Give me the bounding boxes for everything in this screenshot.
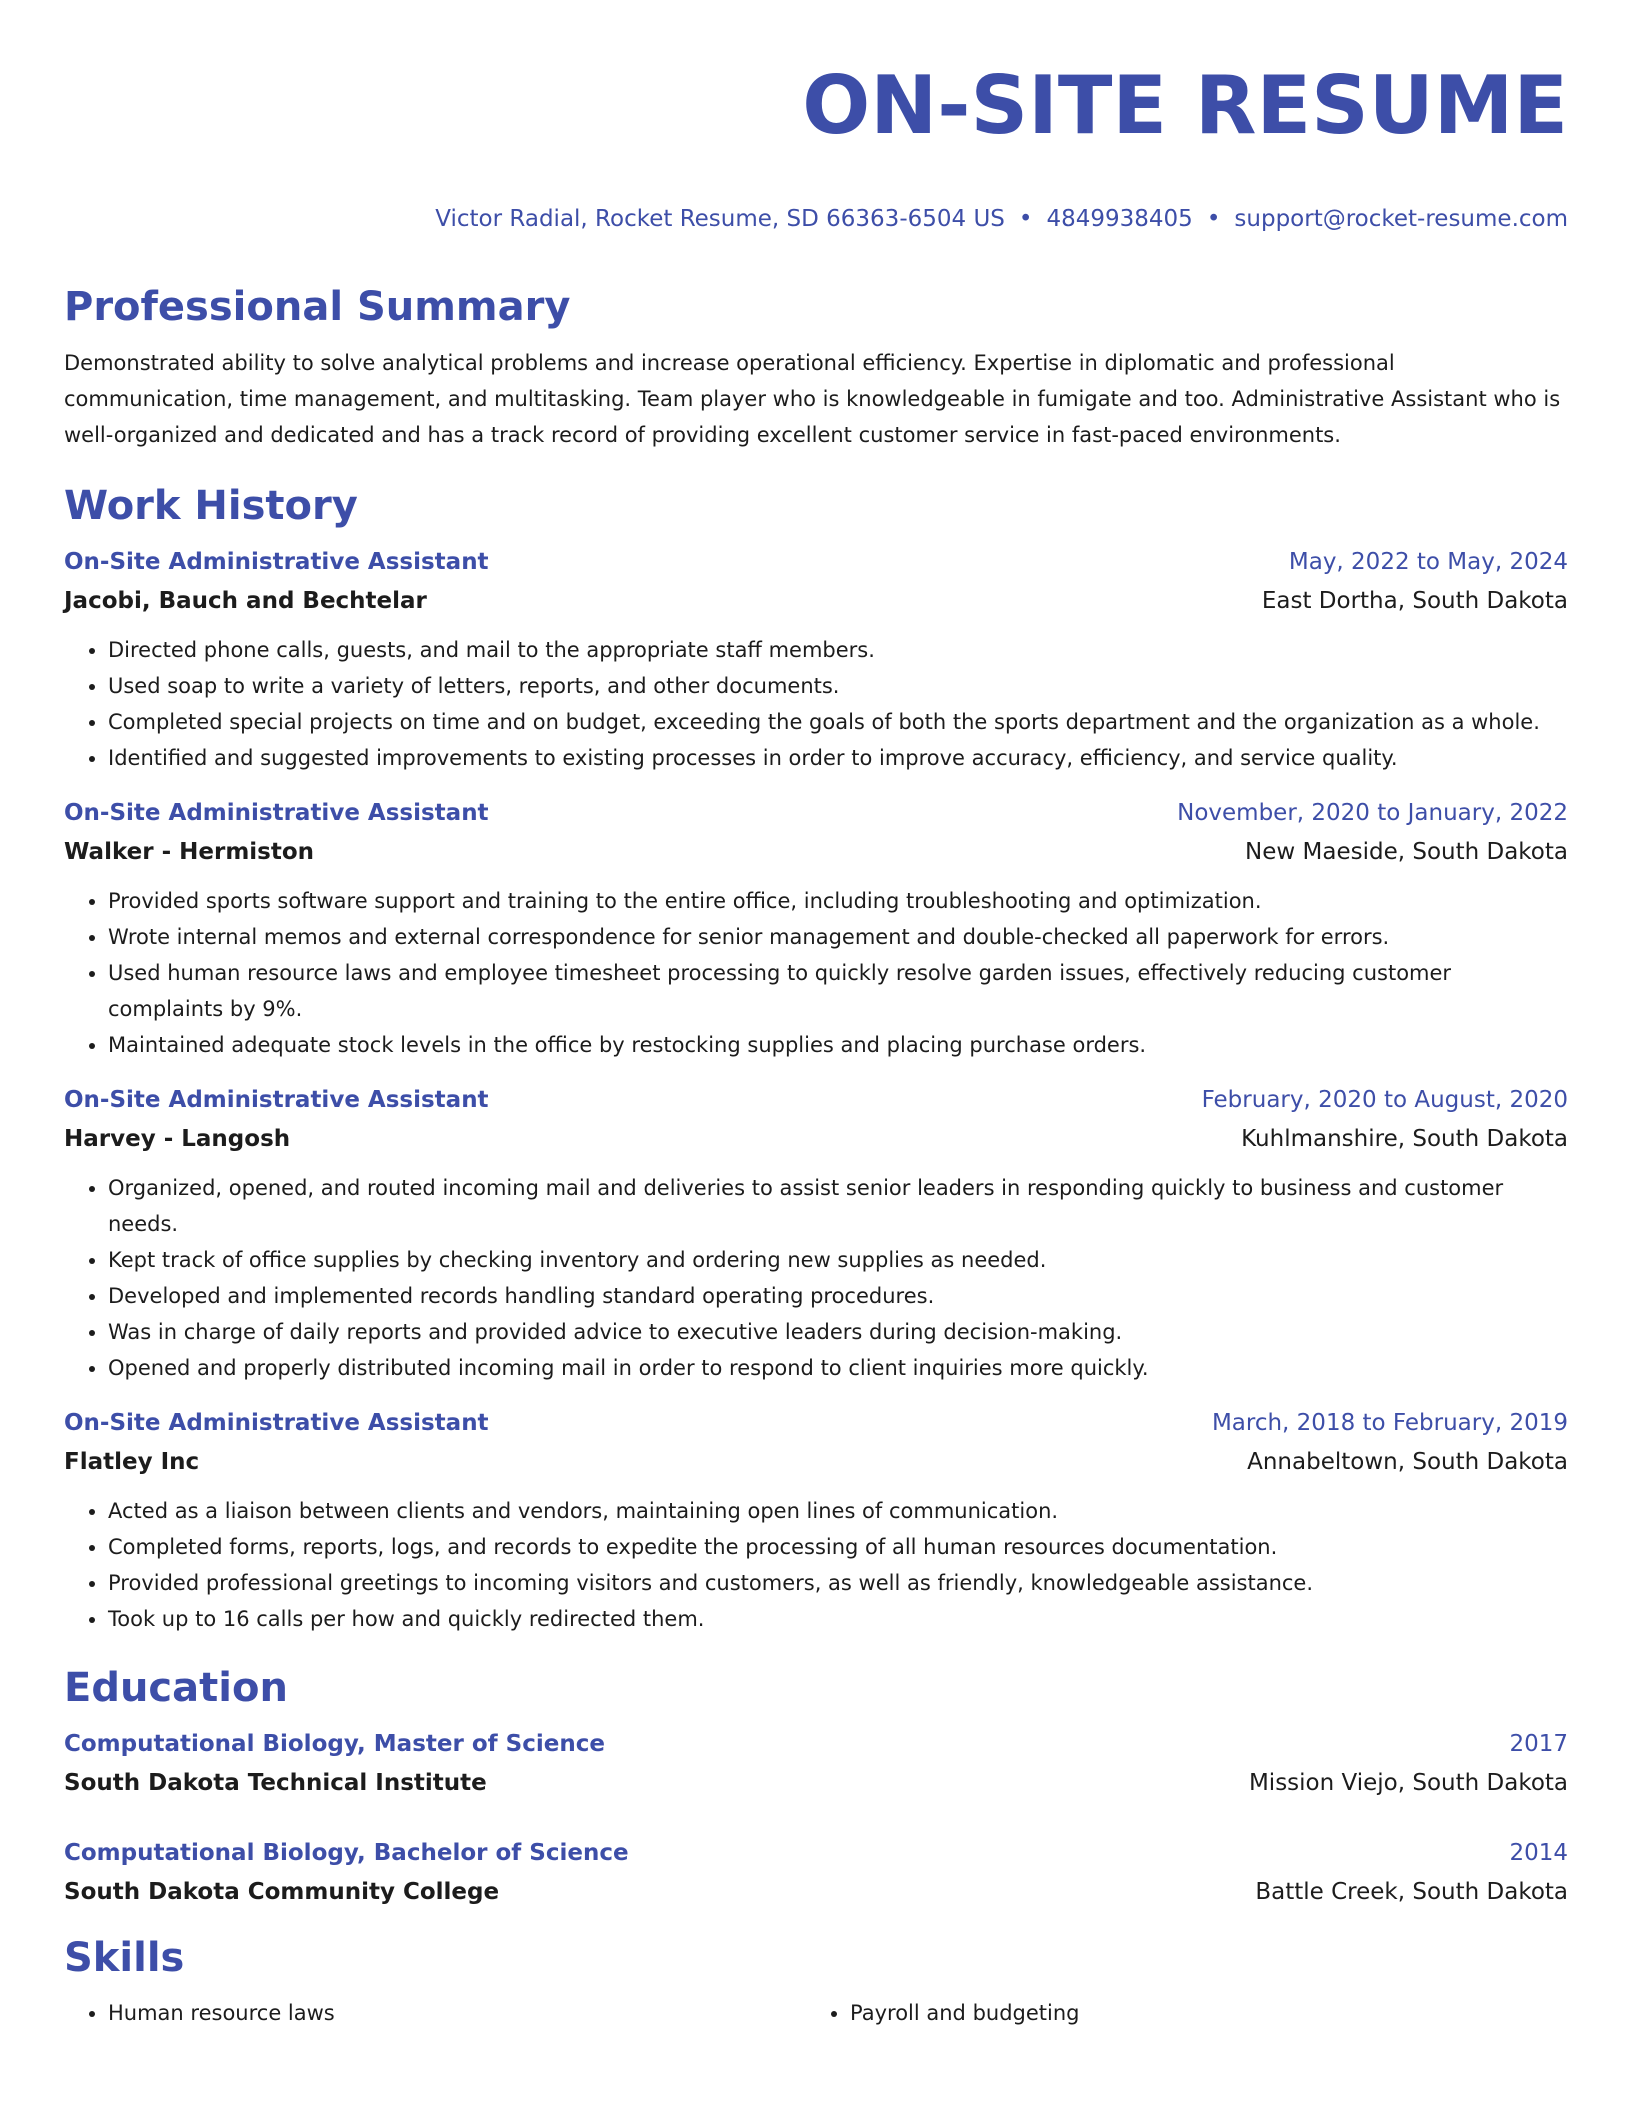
- education-location: Mission Viejo, South Dakota: [1248, 1770, 1568, 1796]
- job-bullet: • Completed forms, reports, logs, and records to expedite the processing of all human resources documentation.: [108, 1529, 1568, 1565]
- job-company: Flatley Inc: [64, 1449, 200, 1475]
- contact-separator: •: [1018, 206, 1033, 232]
- resume-title: ON-SITE RESUME: [802, 59, 1568, 152]
- job-dates: May, 2022 to May, 2024: [1288, 549, 1568, 575]
- job-company: Jacobi, Bauch and Bechtelar: [64, 588, 427, 614]
- education-school: South Dakota Technical Institute: [64, 1770, 487, 1796]
- education-school: South Dakota Community College: [64, 1879, 500, 1905]
- job-title: On-Site Administrative Assistant: [64, 549, 489, 575]
- job-bullet: • Kept track of office supplies by checking inventory and ordering new supplies as needed.: [108, 1242, 1568, 1278]
- job-title: On-Site Administrative Assistant: [64, 800, 489, 826]
- job-bullet: • Opened and properly distributed incoming mail in order to respond to client inquiries more quickly.: [108, 1350, 1568, 1386]
- education-degree: Computational Biology, Master of Science: [64, 1731, 605, 1757]
- work-history-heading: Work History: [64, 483, 358, 529]
- job-bullet: • Maintained adequate stock levels in the office by restocking supplies and placing purchase orders.: [108, 1027, 1568, 1063]
- skills-column-left: [64, 1995, 806, 2031]
- summary-heading: Professional Summary: [64, 284, 571, 330]
- job-bullet: • Wrote internal memos and external correspondence for senior management and double-checked all paperwork for errors.: [108, 919, 1568, 955]
- skills-list: [64, 1995, 1568, 2031]
- job-bullets: [64, 1493, 1568, 1637]
- job-bullet: • Identified and suggested improvements to existing processes in order to improve accuracy, efficiency, and service quality.: [108, 740, 1568, 776]
- job-bullet: • Took up to 16 calls per how and quickly redirected them.: [108, 1601, 1568, 1637]
- job-title: On-Site Administrative Assistant: [64, 1410, 489, 1436]
- job-bullet: • Used soap to write a variety of letters, reports, and other documents.: [108, 668, 1568, 704]
- education-entry: [64, 1729, 1568, 1798]
- job-entry: [64, 547, 1568, 776]
- job-bullet: • Was in charge of daily reports and provided advice to executive leaders during decision-making.: [108, 1314, 1568, 1350]
- contact-phone: 4849938405: [1046, 206, 1193, 232]
- job-location: Kuhlmanshire, South Dakota: [1241, 1126, 1568, 1152]
- job-entry: [64, 798, 1568, 1063]
- job-bullet: • Provided sports software support and training to the entire office, including troubleshooting and optimization.: [108, 883, 1568, 919]
- summary-text: Demonstrated ability to solve analytical problems and increase operational efficiency. Expertise in diplomatic and professional communication, time management, and multitasking. Team player who is knowledgeable in fumigate and too. Administrative Assistant who is well-organized and dedicated and has a track record of providing excellent customer service in fast-paced environments.: [64, 351, 1561, 447]
- contact-address: Victor Radial, Rocket Resume, SD 66363-6504 US: [435, 206, 1005, 232]
- job-bullets: [64, 1170, 1568, 1386]
- education-list: [64, 1729, 1568, 1907]
- education-year: 2017: [1509, 1731, 1568, 1757]
- skills-heading: Skills: [64, 1935, 185, 1981]
- job-company: Harvey - Langosh: [64, 1126, 291, 1152]
- job-bullet: • Developed and implemented records handling standard operating procedures.: [108, 1278, 1568, 1314]
- job-title: On-Site Administrative Assistant: [64, 1087, 489, 1113]
- resume-header: [64, 58, 1568, 234]
- job-bullets: [64, 632, 1568, 776]
- job-bullet: • Directed phone calls, guests, and mail to the appropriate staff members.: [108, 632, 1568, 668]
- job-dates: February, 2020 to August, 2020: [1201, 1087, 1568, 1113]
- job-location: East Dortha, South Dakota: [1261, 588, 1568, 614]
- skills-column-right: [806, 1995, 1548, 2031]
- job-location: Annabeltown, South Dakota: [1247, 1449, 1568, 1475]
- education-degree: Computational Biology, Bachelor of Science: [64, 1840, 629, 1866]
- education-heading: Education: [64, 1665, 288, 1711]
- contact-email[interactable]: support@rocket-resume.com: [1234, 206, 1568, 232]
- education-entry: [64, 1838, 1568, 1907]
- job-bullet: • Completed special projects on time and on budget, exceeding the goals of both the sports department and the organization as a whole.: [108, 704, 1568, 740]
- work-history-list: [64, 547, 1568, 1637]
- job-entry: [64, 1408, 1568, 1637]
- job-dates: November, 2020 to January, 2022: [1177, 800, 1568, 826]
- job-location: New Maeside, South Dakota: [1245, 839, 1568, 865]
- job-bullet: • Provided professional greetings to incoming visitors and customers, as well as friendly, knowledgeable assistance.: [108, 1565, 1568, 1601]
- contact-separator: •: [1206, 206, 1221, 232]
- job-bullet: • Acted as a liaison between clients and vendors, maintaining open lines of communication.: [108, 1493, 1568, 1529]
- job-dates: March, 2018 to February, 2019: [1211, 1410, 1568, 1436]
- job-bullets: [64, 883, 1568, 1063]
- skill-item: • Payroll and budgeting: [850, 1995, 1548, 2031]
- job-entry: [64, 1085, 1568, 1386]
- job-company: Walker - Hermiston: [64, 839, 315, 865]
- job-bullet: • Organized, opened, and routed incoming mail and deliveries to assist senior leaders in responding quickly to business and customer needs.: [108, 1170, 1568, 1242]
- contact-line: [64, 204, 1568, 234]
- education-location: Battle Creek, South Dakota: [1255, 1879, 1568, 1905]
- education-year: 2014: [1509, 1840, 1568, 1866]
- job-bullet: • Used human resource laws and employee timesheet processing to quickly resolve garden issues, effectively reducing customer complaints by 9%.: [108, 955, 1568, 1027]
- skill-item: • Human resource laws: [108, 1995, 806, 2031]
